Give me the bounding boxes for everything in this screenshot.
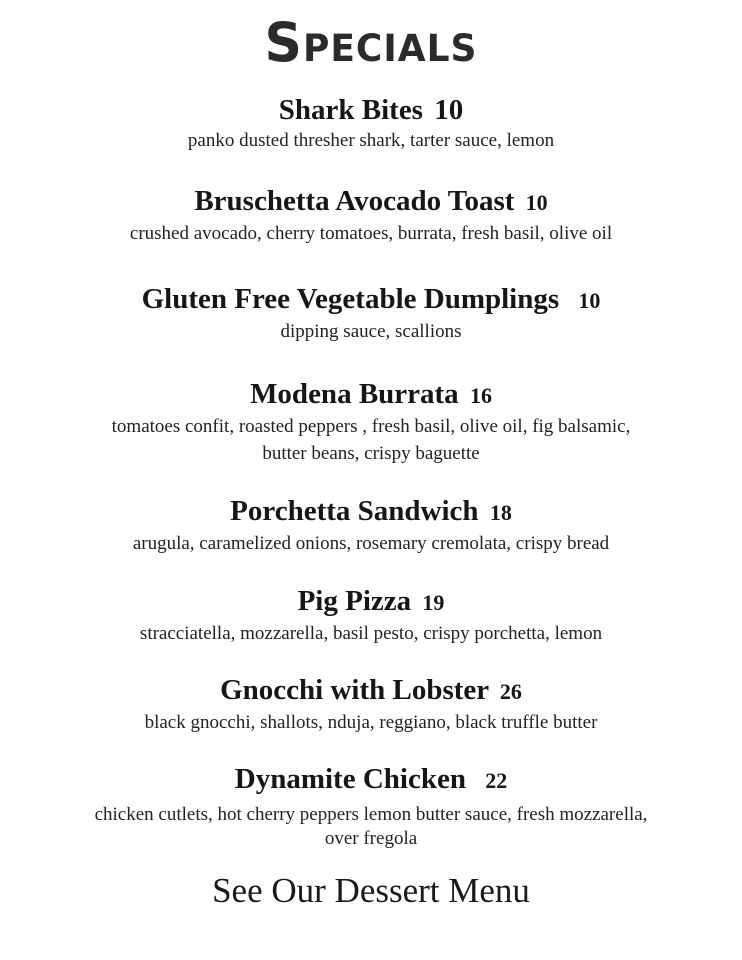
page-title: Specials [264,11,478,75]
item-name: Dynamite Chicken [234,763,466,795]
item-price: 10 [525,190,548,215]
item-name: Bruschetta Avocado Toast [194,185,515,217]
item-heading [0,93,742,127]
item-name: Pig Pizza [297,585,412,617]
item-heading [0,282,742,318]
item-heading [0,494,742,530]
item-price: 10 [434,94,464,126]
item-description-line-2: butter beans, crispy baguette [262,443,480,464]
item-price: 22 [485,768,508,793]
item-name: Gluten Free Vegetable Dumplings [141,283,560,315]
item-description: arugula, caramelized onions, rosemary cremolata, crispy bread [132,533,610,554]
item-description: panko dusted thresher shark, tarter sauce, lemon [187,130,555,151]
item-heading [0,762,742,798]
item-description-line-2: over fregola [324,828,418,849]
item-description: crushed avocado, cherry tomatoes, burrata, fresh basil, olive oil [129,223,613,244]
item-heading [0,377,742,413]
item-name: Gnocchi with Lobster [220,674,489,706]
item-price: 10 [578,288,601,313]
item-heading [0,673,742,709]
item-price: 16 [469,383,492,408]
item-description-line-1: tomatoes confit, roasted peppers , fresh basil, olive oil, fig balsamic, [111,416,631,437]
item-name: Porchetta Sandwich [230,495,479,527]
item-description: stracciatella, mozzarella, basil pesto, crispy porchetta, lemon [139,623,603,644]
item-description: black gnocchi, shallots, nduja, reggiano, black truffle butter [144,712,598,733]
menu-item-gnocchi-with-lobster [0,673,742,736]
menu-item-vegetable-dumplings [0,282,742,345]
dessert-menu-note: See Our Dessert Menu [212,871,530,910]
menu-item-dynamite-chicken [0,762,742,849]
menu-item-shark-bites [0,93,742,154]
item-description: dipping sauce, scallions [280,321,462,342]
item-name: Shark Bites [278,94,423,126]
item-description-line-1: chicken cutlets, hot cherry peppers lemon butter sauce, fresh mozzarella, [94,804,648,825]
menu-item-pig-pizza [0,584,742,647]
item-price: 19 [422,590,445,615]
item-price: 18 [489,500,512,525]
menu-item-porchetta-sandwich [0,494,742,557]
item-name: Modena Burrata [250,378,459,410]
item-heading [0,584,742,620]
item-heading [0,184,742,220]
menu-item-modena-burrata [0,377,742,467]
menu-item-bruschetta-avocado-toast [0,184,742,247]
item-price: 26 [499,679,522,704]
